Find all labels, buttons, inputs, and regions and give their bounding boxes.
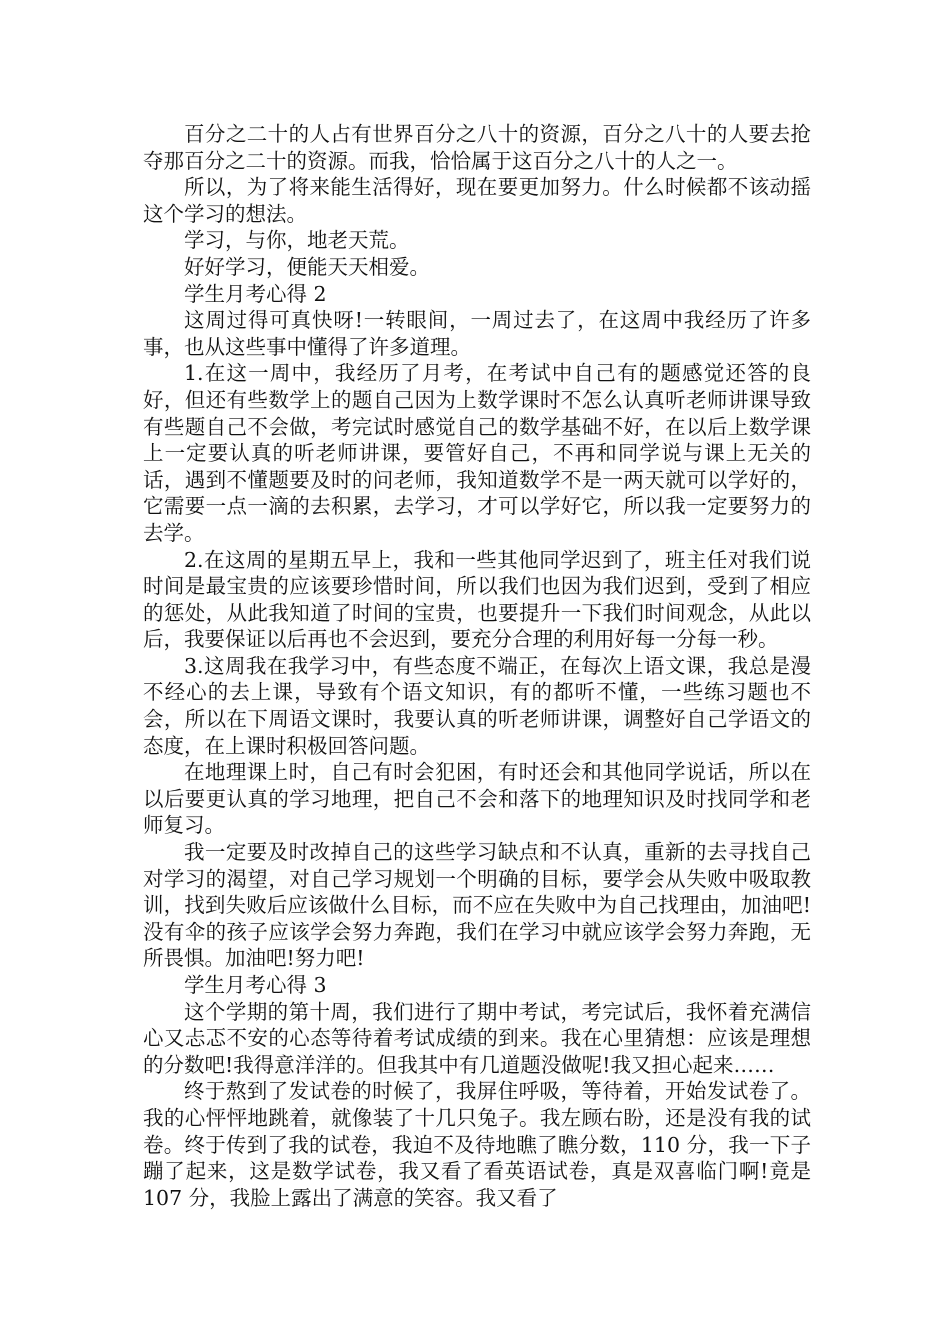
paragraph: 百分之二十的人占有世界百分之八十的资源，百分之八十的人要去抢夺那百分之二十的资源。而我，恰恰属于这百分之八十的人之一。: [143, 122, 811, 173]
paragraph: 这个学期的第十周，我们进行了期中考试，考完试后，我怀着充满信心又忐忑不安的心态等待着考试成绩的到来。我在心里猜想：应该是理想的分数吧!我得意洋洋的。但我其中有几道题没做呢!我又担心起来……: [143, 999, 811, 1077]
paragraph: 3.这周我在我学习中，有些态度不端正，在每次上语文课，我总是漫不经心的去上课，导致有个语文知识，有的都听不懂，一些练习题也不会，所以在下周语文课时，我要认真的听老师讲课，调整好自己学语文的态度，在上课时积极回答问题。: [143, 653, 811, 758]
paragraph: 终于熬到了发试卷的时候了，我屏住呼吸，等待着，开始发试卷了。我的心怦怦地跳着，就像装了十几只兔子。我左顾右盼，还是没有我的试卷。终于传到了我的试卷，我迫不及待地瞧了瞧分数，110 分，我一下子蹦了起来，这是数学试卷，我又看了看英语试卷，真是双喜临门啊!竟是 107 分，我脸上露出了满意的笑容。我又看了: [143, 1079, 818, 1210]
document-body: [143, 121, 818, 1211]
paragraph: 2.在这周的星期五早上，我和一些其他同学迟到了，班主任对我们说时间是最宝贵的应该要珍惜时间，所以我们也因为我们迟到，受到了相应的惩处，从此我知道了时间的宝贵，也要提升一下我们时间观念，从此以后，我要保证以后再也不会迟到，要充分合理的利用好每一分每一秒。: [143, 547, 811, 652]
section-heading: 学生月考心得 3: [184, 973, 327, 997]
paragraph: 这周过得可真快呀!一转眼间，一周过去了，在这周中我经历了许多事，也从这些事中懂得了许多道理。: [143, 308, 811, 359]
paragraph: 1.在这一周中，我经历了月考，在考试中自己有的题感觉还答的良好，但还有些数学上的题自己因为上数学课时不怎么认真听老师讲课导致有些题自己不会做，考完试时感觉自己的数学基础不好，在以后上数学课上一定要认真的听老师讲课，要管好自己，不再和同学说与课上无关的话，遇到不懂题要及时的问老师，我知道数学不是一两天就可以学好的，它需要一点一滴的去积累，去学习，才可以学好它，所以我一定要努力的去学。: [143, 361, 811, 545]
paragraph: 我一定要及时改掉自己的这些学习缺点和不认真，重新的去寻找自己对学习的渴望，对自己学习规划一个明确的目标，要学会从失败中吸取教训，找到失败后应该做什么目标，而不应在失败中为自己找理由，加油吧!没有伞的孩子应该学会努力奔跑，我们在学习中就应该学会努力奔跑，无所畏惧。加油吧!努力吧!: [143, 840, 811, 971]
paragraph: 在地理课上时，自己有时会犯困，有时还会和其他同学说话，所以在以后要更认真的学习地理，把自己不会和落下的地理知识及时找同学和老师复习。: [143, 760, 811, 838]
paragraph: 好好学习，便能天天相爱。: [184, 254, 430, 279]
section-heading: 学生月考心得 2: [184, 281, 327, 306]
paragraph: 学习，与你，地老天荒。: [184, 228, 410, 253]
paragraph: 所以，为了将来能生活得好，现在要更加努力。什么时候都不该动摇这个学习的想法。: [143, 175, 811, 226]
